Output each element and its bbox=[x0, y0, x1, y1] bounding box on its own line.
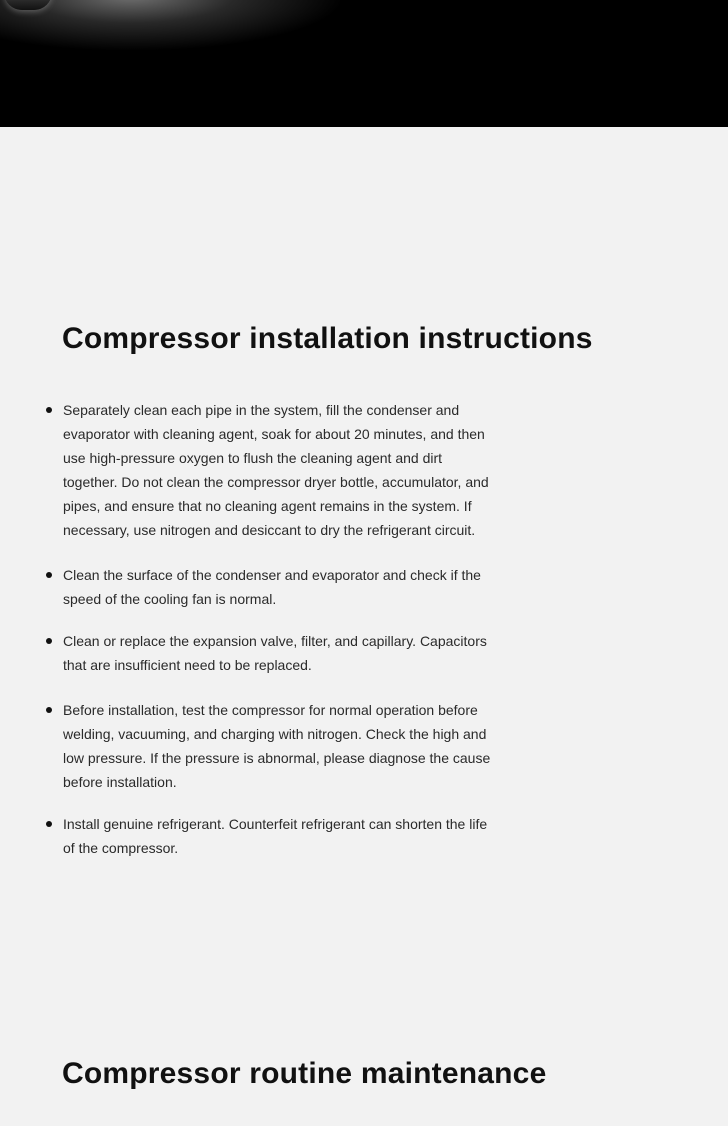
installation-instructions-list bbox=[63, 398, 495, 860]
list-item: Separately clean each pipe in the system, fill the condenser and evaporator with cleaning agent, soak for about 20 minutes, and then use high-pressure oxygen to flush the cleaning agent and dirt together. Do not clean the compressor dryer bottle, accumulator, and pipes, and ensure that no cleaning agent remains in the system. If necessary, use nitrogen and desiccant to dry the refrigerant circuit. bbox=[63, 398, 495, 542]
list-item: Before installation, test the compressor for normal operation before welding, vacuuming, and charging with nitrogen. Check the high and low pressure. If the pressure is abnormal, please diagnose the cause before installation. bbox=[63, 698, 495, 794]
list-item: Clean or replace the expansion valve, filter, and capillary. Capacitors that are insufficient need to be replaced. bbox=[63, 629, 495, 677]
maintenance-section-title: Compressor routine maintenance bbox=[62, 1057, 547, 1090]
hero-banner bbox=[0, 0, 728, 127]
list-item: Install genuine refrigerant. Counterfeit refrigerant can shorten the life of the compressor. bbox=[63, 812, 495, 860]
hero-image-glow bbox=[0, 0, 340, 50]
installation-section-title: Compressor installation instructions bbox=[62, 322, 593, 355]
list-item: Clean the surface of the condenser and evaporator and check if the speed of the cooling fan is normal. bbox=[63, 563, 495, 611]
